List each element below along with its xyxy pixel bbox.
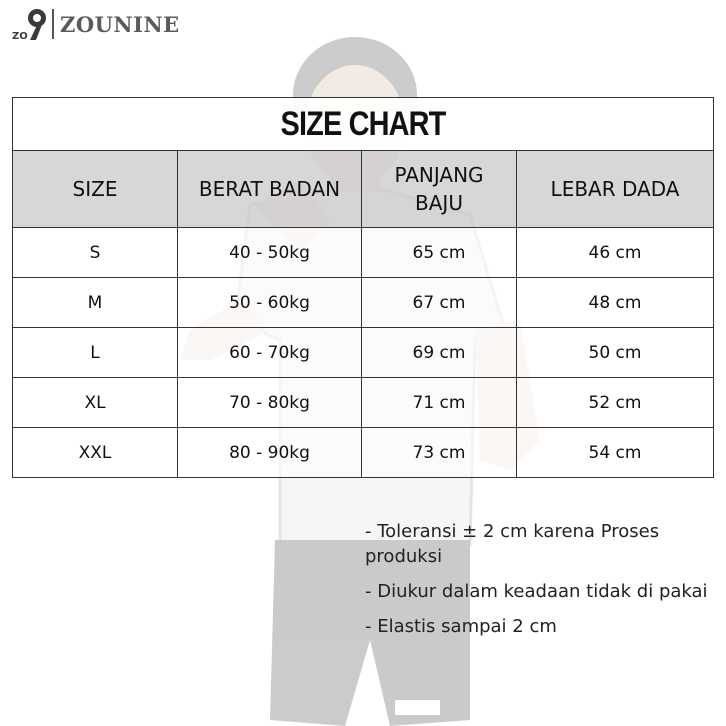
header-panjang-baju-label: PANJANG BAJU — [394, 163, 484, 215]
panjang-cell: 69 cm — [362, 328, 517, 378]
size-cell: L — [13, 328, 178, 378]
size-cell: XL — [13, 378, 178, 428]
lebar-cell: 54 cm — [517, 428, 714, 478]
size-chart-title: SIZE CHART — [280, 104, 446, 143]
lebar-cell: 50 cm — [517, 328, 714, 378]
header-panjang-baju — [362, 151, 517, 228]
lebar-cell: 48 cm — [517, 278, 714, 328]
note-item: - Toleransi ± 2 cm karena Proses produksi — [365, 521, 660, 567]
header-row — [13, 151, 714, 228]
panjang-cell: 71 cm — [362, 378, 517, 428]
panjang-cell: 73 cm — [362, 428, 517, 478]
lebar-cell: 46 cm — [517, 228, 714, 278]
logo-divider — [52, 9, 54, 39]
panjang-cell: 65 cm — [362, 228, 517, 278]
berat-cell: 60 - 70kg — [178, 328, 362, 378]
table-row — [13, 328, 714, 378]
header-berat-badan: BERAT BADAN — [178, 151, 362, 228]
table-row — [13, 278, 714, 328]
berat-cell: 40 - 50kg — [178, 228, 362, 278]
berat-cell: 50 - 60kg — [178, 278, 362, 328]
panjang-cell: 67 cm — [362, 278, 517, 328]
table-row — [13, 228, 714, 278]
header-lebar-dada: LEBAR DADA — [517, 151, 714, 228]
brand-logo — [10, 6, 180, 42]
zo9-logo-icon — [10, 6, 50, 42]
berat-cell: 70 - 80kg — [178, 378, 362, 428]
note-item: - Elastis sampai 2 cm — [365, 616, 557, 637]
size-cell: XXL — [13, 428, 178, 478]
note-item: - Diukur dalam keadaan tidak di pakai — [365, 581, 708, 602]
size-chart-table — [12, 97, 714, 478]
size-cell: M — [13, 278, 178, 328]
lebar-cell: 52 cm — [517, 378, 714, 428]
size-cell: S — [13, 228, 178, 278]
table-row — [13, 378, 714, 428]
brand-name: ZOUNINE — [60, 11, 180, 37]
berat-cell: 80 - 90kg — [178, 428, 362, 478]
table-row — [13, 428, 714, 478]
header-size: SIZE — [13, 151, 178, 228]
svg-text:ZO: ZO — [12, 31, 28, 42]
size-chart-title-cell — [13, 98, 714, 151]
size-notes — [365, 519, 715, 649]
